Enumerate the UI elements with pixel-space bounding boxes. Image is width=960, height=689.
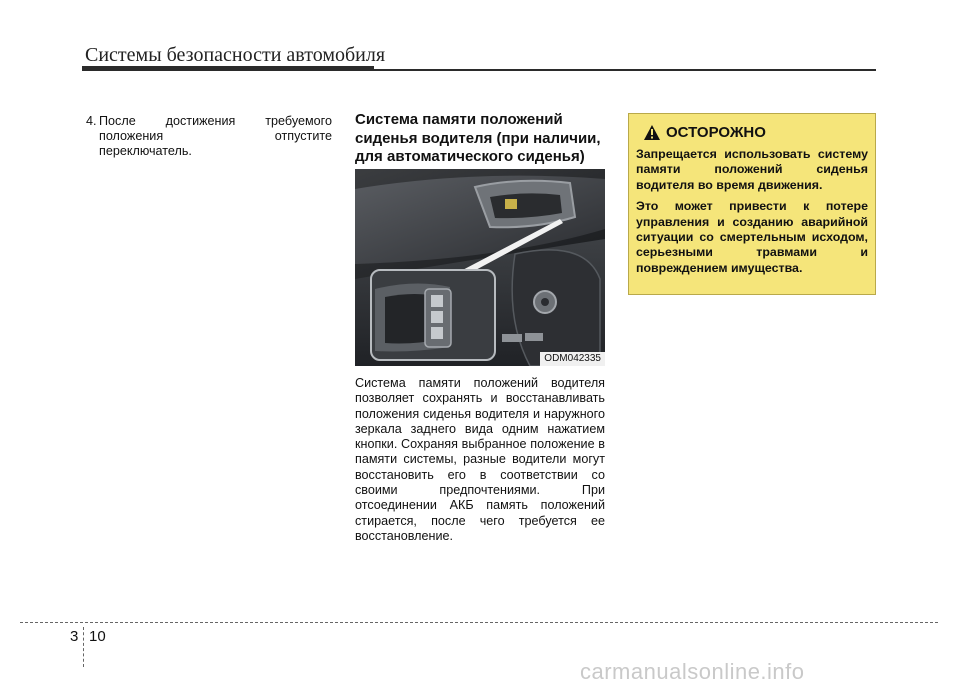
step-line: После достижения требуемого <box>99 114 332 128</box>
image-code-label: ODM042335 <box>540 352 605 366</box>
warning-paragraph: Это может привести к потере управления и созданию аварийной ситуации со смертельным исходом, серьезными травмами и повреждением имущества. <box>636 199 868 275</box>
door-panel-photo <box>355 169 605 366</box>
page-number: 10 <box>89 628 106 645</box>
footer-divider <box>83 627 84 667</box>
warning-triangle-icon <box>644 125 660 140</box>
door-panel-illustration <box>355 169 605 366</box>
warning-title: ОСТОРОЖНО <box>666 124 766 141</box>
section-body-text: Система памяти положений водителя позволяет сохранять и восстанавливать положения сиденья водителя и наружного зеркала заднего вида одним нажатием кнопки. Сохраняя выбранное положение в памяти системы, разные водители могут восстановить его в соответствии со своими предпочтениями. При отсоединении АКБ память положений стирается, после чего требуется ее восстановление. <box>355 376 605 543</box>
step-line: положения отпустите <box>99 129 332 144</box>
warning-paragraph: Запрещается использовать систему памяти положений сиденья водителя во время движения. <box>636 147 868 192</box>
step-line: переключатель. <box>99 144 192 159</box>
footer-rule <box>20 622 938 623</box>
chapter-number: 3 <box>70 628 79 645</box>
step-text <box>99 114 332 160</box>
step-number: 4. <box>86 114 97 128</box>
warning-box <box>628 113 876 295</box>
header-rule-thick <box>82 66 374 71</box>
header-rule-thin <box>374 69 876 71</box>
section-title: Система памяти положений сиденья водителя (при наличии, для автоматического сиденья) <box>355 111 601 165</box>
watermark: carmanualsonline.info <box>580 659 805 684</box>
page-header-title: Системы безопасности автомобиля <box>85 44 386 66</box>
warning-header <box>644 124 868 141</box>
step-item <box>82 114 332 160</box>
